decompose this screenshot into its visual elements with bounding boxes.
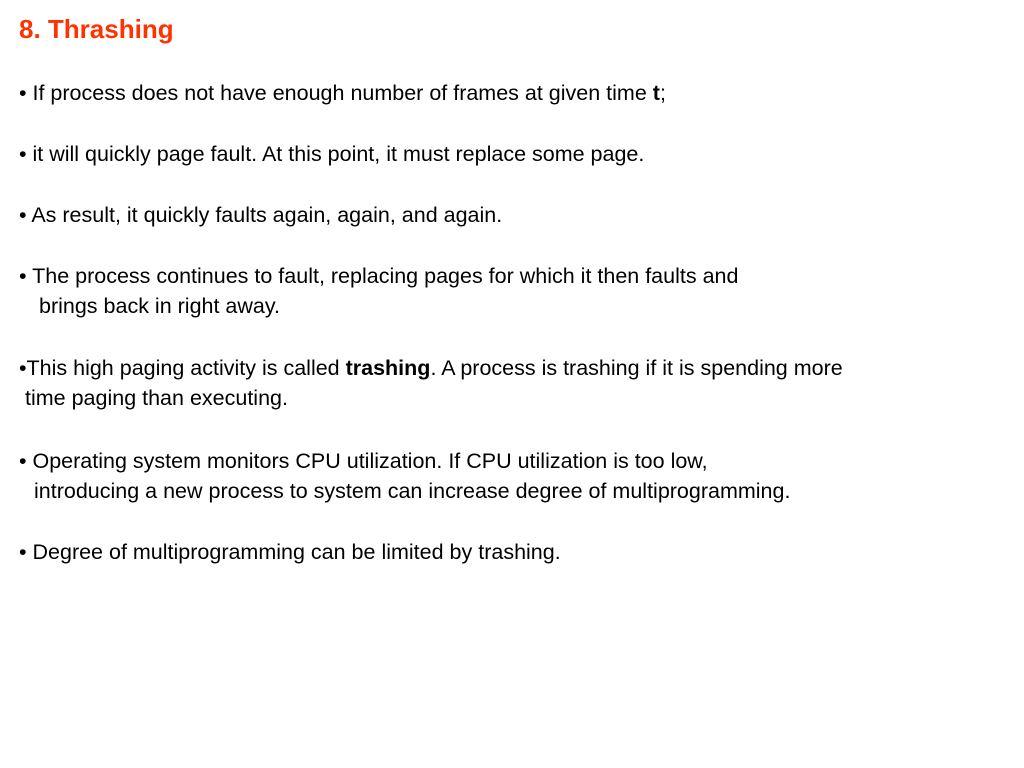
bullet-1 <box>19 78 666 108</box>
bullet-6-line-1: • Operating system monitors CPU utilization. If CPU utilization is too low, <box>19 449 708 473</box>
slide-title: 8. Thrashing <box>19 14 174 44</box>
bullet-1-bold-t: t <box>652 81 660 105</box>
bullet-5-rest: . A process is trashing if it is spending more <box>430 356 843 380</box>
bullet-6-line-2: introducing a new process to system can increase degree of multiprogramming. <box>34 479 791 503</box>
bullet-1-end: ; <box>659 81 666 105</box>
bullet-5-text: •This high paging activity is called <box>19 356 346 380</box>
bullet-5-term-trashing: trashing <box>345 356 431 380</box>
bullet-6 <box>19 446 790 506</box>
bullet-7: • Degree of multiprogramming can be limited by trashing. <box>19 540 561 564</box>
bullet-4-line-2: brings back in right away. <box>39 294 280 318</box>
bullet-1-text: • If process does not have enough number of frames at given time <box>19 81 653 105</box>
bullet-5 <box>19 353 843 413</box>
bullet-4 <box>19 261 738 321</box>
bullet-4-line-1: • The process continues to fault, replacing pages for which it then faults and <box>19 264 739 288</box>
bullet-5-line-2: time paging than executing. <box>25 386 288 410</box>
bullet-3: • As result, it quickly faults again, again, and again. <box>19 203 503 227</box>
bullet-2: • it will quickly page fault. At this point, it must replace some page. <box>19 142 645 166</box>
